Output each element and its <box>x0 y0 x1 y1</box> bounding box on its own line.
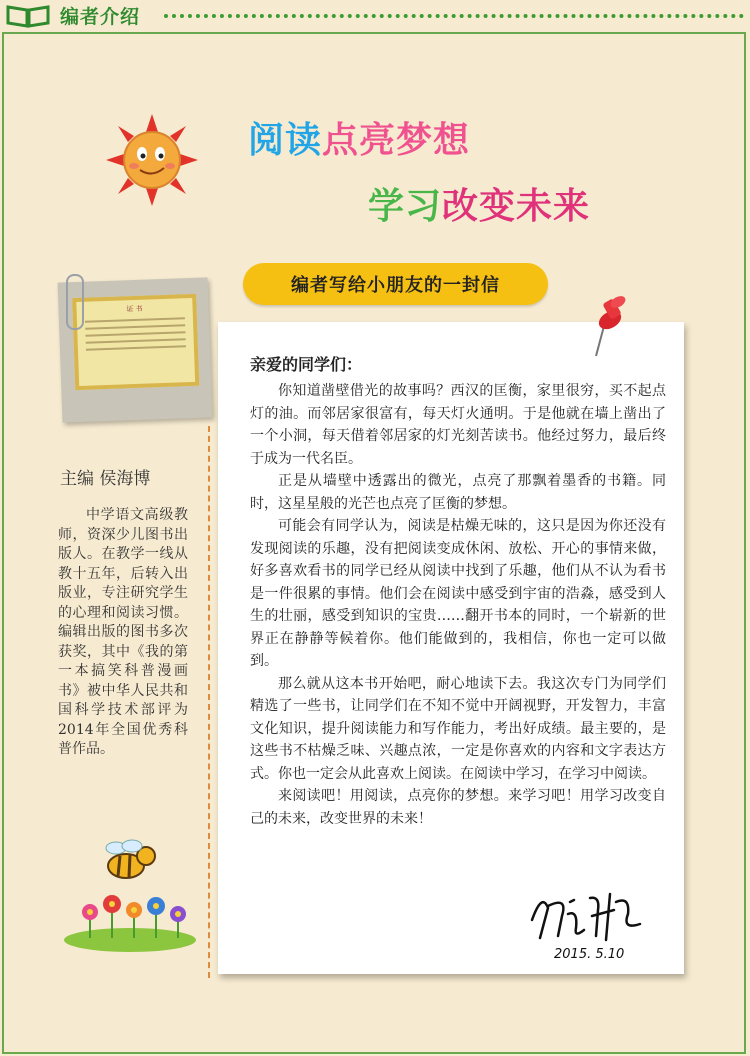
letter-paragraph: 你知道凿壁借光的故事吗？西汉的匡衡，家里很穷，买不起点灯的油。而邻居家很富有，每天灯火通明。于是他就在墙上凿出了一个小洞，每天借着邻居家的灯光刻苦读书。他经过努力，最后终于成为一代名臣。 <box>250 383 666 467</box>
push-pin-icon <box>588 296 628 358</box>
letter-paragraph: 可能会有同学认为，阅读是枯燥无味的，这只是因为你还没有发现阅读的乐趣，没有把阅读变成休闲、放松、开心的事情来做，好多喜欢看书的同学已经从阅读中找到了乐趣，他们从不认为看书是一件很累的事情。他们会在阅读中感受到宇宙的浩淼，感受到人生的壮丽，感受到知识的宝贵……翻开书本的同时，一个崭新的世界正在静静等候着你。他们能做到的，我相信，你也一定可以做到。 <box>250 518 666 669</box>
certificate-title: 证 书 <box>126 304 143 314</box>
slogan-2-part-a: 学习 <box>368 186 443 227</box>
slogan-2-part-b: 改变未来 <box>442 186 591 227</box>
section-header <box>0 0 750 32</box>
slogan-1-part-a: 阅读 <box>248 120 323 161</box>
slogan-line-2 <box>368 178 590 229</box>
bee-and-flowers-illustration <box>60 832 206 952</box>
letter-banner <box>243 263 548 305</box>
paperclip-icon <box>66 274 84 330</box>
editor-bio: 中学语文高级教师，资深少儿图书出版人。在教学一线从教十五年，后转入出版业，专注研究学生的心理和阅读习惯。编辑出版的图书多次获奖，其中《我的第一本搞笑科普漫画书》被中华人民共和国科学技术部评为2014年全国优秀科普作品。 <box>58 507 188 757</box>
open-book-icon <box>6 4 50 28</box>
letter-body <box>250 380 666 830</box>
letter-paragraph: 那么就从这本书开始吧，耐心地读下去。我这次专门为同学们精选了一些书，让同学们在不知不觉中开阔视野，开发智力，丰富文化知识，提升阅读能力和写作能力，考出好成绩。最主要的，是这些书不枯燥乏味、兴趣点浓，一定是你喜欢的内容和文字表达方式。你也一定会从此喜欢上阅读。在阅读中学习，在学习中阅读。 <box>250 675 666 782</box>
letter-paragraph: 来阅读吧！用阅读，点亮你的梦想。来学习吧！用学习改变自己的未来，改变世界的未来！ <box>250 788 666 827</box>
slogan-line-1 <box>248 112 470 163</box>
section-title: 编者介绍 <box>60 6 141 28</box>
cartoon-sun-icon <box>104 112 200 208</box>
editor-name: 主编 侯海博 <box>60 469 151 489</box>
svg-text:2015. 5.10: 2015. 5.10 <box>554 947 625 962</box>
slogan-1-part-b: 点亮梦想 <box>322 120 471 161</box>
dashed-divider <box>208 426 210 978</box>
handwritten-signature <box>518 880 658 964</box>
certificate <box>72 294 199 390</box>
letter-greeting: 亲爱的同学们： <box>250 355 363 374</box>
letter-paragraph: 正是从墙壁中透露出的微光，点亮了那飘着墨香的书籍。同时，这星星般的光芒也点亮了匡衡的梦想。 <box>250 473 666 512</box>
dotted-divider <box>164 14 744 18</box>
banner-text: 编者写给小朋友的一封信 <box>291 275 500 296</box>
